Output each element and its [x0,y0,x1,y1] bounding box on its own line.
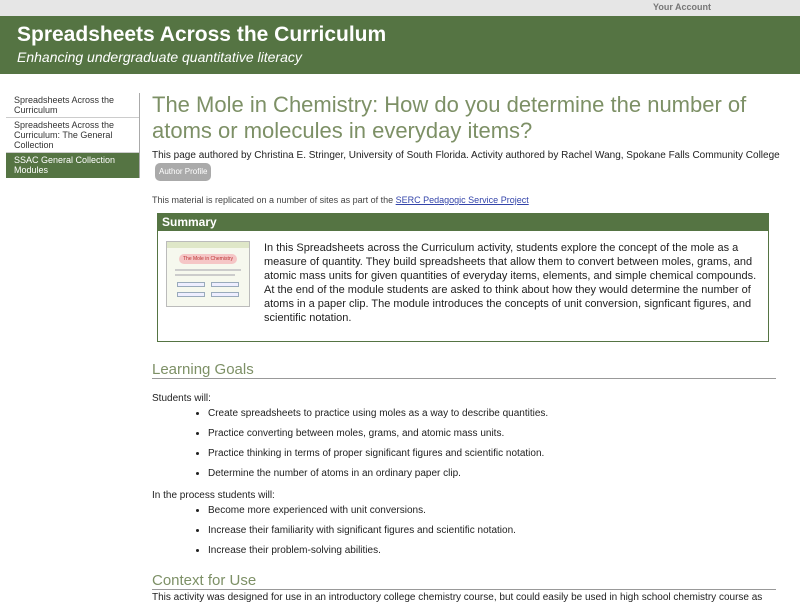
thumbnail-box [211,282,239,287]
replicated-notice [152,195,782,205]
summary-heading: Summary [158,213,768,231]
summary-text: In this Spreadsheets across the Curriculum activity, students explore the concept of the mole as a measure of quantity. They build spreadsheets that allow them to convert between moles, grams, and atomic mass units for given quantities of everyday items, elements, and simple chemical compounds. At the end of the module students are asked to think about how they would determine the number of atoms in a paper clip. The module introduces the concepts of unit conversion, signficant figures, and scientific notation. [264,242,757,324]
serc-pedagogic-link[interactable]: SERC Pedagogic Service Project [395,195,529,205]
your-account-link[interactable]: Your Account [653,2,711,12]
module-thumbnail[interactable] [166,241,250,307]
thumbnail-box [177,282,205,287]
list-item: • Practice converting between moles, grams, and atomic mass units. [208,424,782,444]
list-item: • Create spreadsheets to practice using moles as a way to describe quantities. [208,404,782,424]
context-for-use-heading: Context for Use [152,573,776,590]
thumbnail-box [211,292,239,297]
authored-by-text [152,149,782,181]
thumbnail-header-bar [167,242,249,248]
learning-goals-list [208,404,782,484]
replicated-text: This material is replicated on a number of sites as part of the [152,195,394,205]
authored-by-label: This page authored by Christina E. Stringer, University of South Florida. Activity authored by Rachel Wang, Spokane Falls Community College [152,150,780,161]
list-item: • Determine the number of atoms in an ordinary paper clip. [208,464,782,484]
summary-box [157,213,769,342]
list-item: • Become more experienced with unit conversions. [208,501,782,521]
sidebar-item-ssac[interactable]: Spreadsheets Across the Curriculum [6,93,139,118]
list-item: • Increase their problem-solving abilities. [208,541,782,561]
list-item: • Increase their familiarity with significant figures and scientific notation. [208,521,782,541]
summary-body [158,231,768,341]
site-title[interactable]: Spreadsheets Across the Curriculum [17,23,387,46]
thumbnail-line [175,274,235,276]
top-bar [0,0,800,16]
site-banner [0,16,800,74]
process-goals-list [208,501,782,561]
sidebar-item-general-collection-modules[interactable]: SSAC General Collection Modules [6,153,139,178]
list-item: • Practice thinking in terms of proper significant figures and scientific notation. [208,444,782,464]
thumbnail-title: The Mole in Chemistry [179,254,237,264]
sidebar-nav [6,93,140,178]
thumbnail-line [175,269,241,271]
students-will-intro: Students will: [152,393,211,404]
sidebar-item-general-collection[interactable]: Spreadsheets Across the Curriculum: The General Collection [6,118,139,153]
learning-goals-heading: Learning Goals [152,362,776,379]
process-intro: In the process students will: [152,490,275,501]
main-content [152,92,782,603]
context-for-use-text: This activity was designed for use in an introductory college chemistry course, but could easily be used in high school chemistry course as [152,592,763,603]
site-subtitle: Enhancing undergraduate quantitative literacy [17,49,302,65]
thumbnail-box [177,292,205,297]
author-profile-button[interactable]: Author Profile [155,163,211,181]
page-title: The Mole in Chemistry: How do you determine the number of atoms or molecules in everyday items? [152,92,747,143]
